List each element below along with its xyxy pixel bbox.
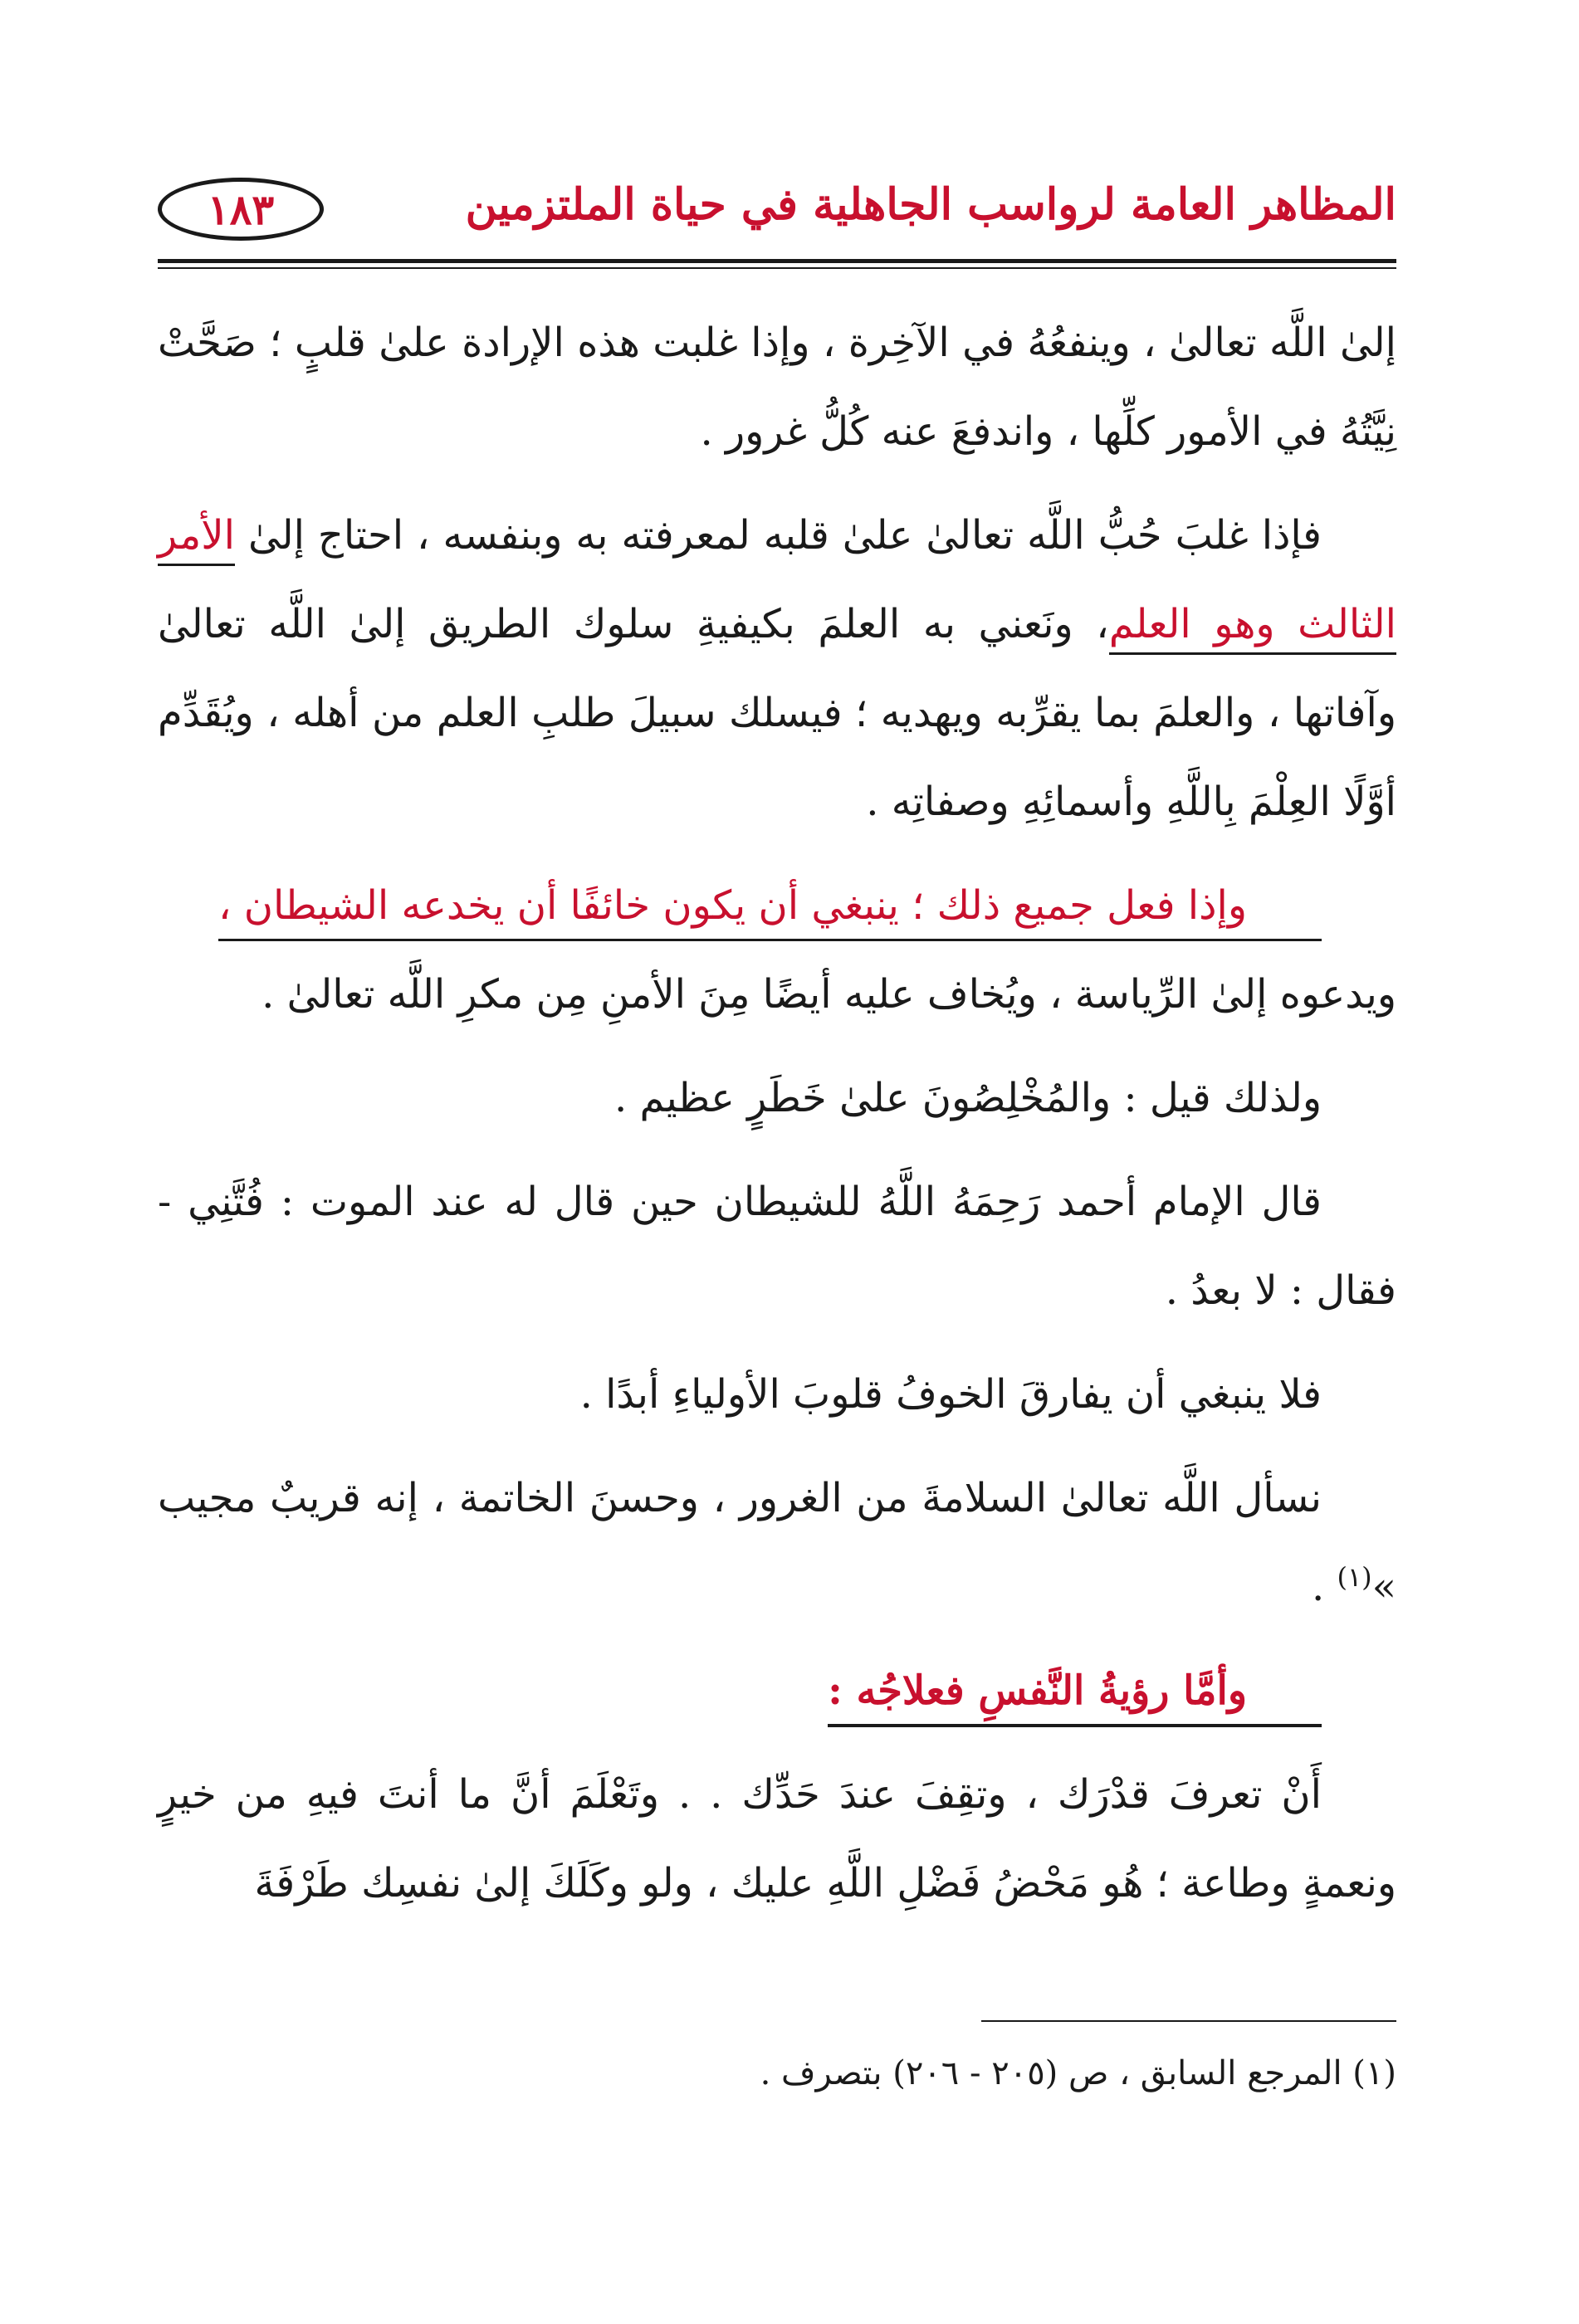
paragraph-7-text: نسأل اللَّه تعالىٰ السلامةَ من الغرور ، وحسنَ الخاتمة ، إنه قريبٌ مجيب »	[158, 1475, 1396, 1610]
paragraph-6	[158, 1350, 1396, 1439]
paragraph-3	[158, 862, 1396, 1039]
highlight-third-matter: الأمر الثالث وهو العلم	[158, 512, 1396, 655]
paragraph-6-text: فلا ينبغي أن يفارقَ الخوفُ قلوبَ الأولياءِ أبدًا .	[579, 1371, 1322, 1418]
highlight-satan-warning: وإذا فعل جميع ذلك ؛ ينبغي أن يكون خائفًا أن يخدعه الشيطان ،	[218, 876, 1322, 941]
paragraph-2	[158, 491, 1396, 847]
paragraph-8-text: أَنْ تعرفَ قدْرَك ، وتقِفَ عندَ حَدِّك . . وتَعْلَمَ أنَّ ما أنتَ فيهِ من خيرٍ ونعمةٍ وطاعة ؛ هُو مَحْضُ فَضْلِ اللَّهِ عليك ، ولو وكَلَكَ إلىٰ نفسِك طَرْفَةَ	[158, 1771, 1396, 1907]
paragraph-1	[158, 299, 1396, 476]
paragraph-1-text: إلىٰ اللَّه تعالىٰ ، وينفعُهُ في الآخِرة ، وإذا غلبت هذه الإرادة علىٰ قلبٍ ؛ صَحَّتْ نِيَّتُهُ في الأمور كلِّها ، واندفعَ عنه كُلُّ غرور .	[158, 320, 1396, 455]
paragraph-7	[158, 1454, 1396, 1632]
body-text	[158, 299, 1396, 1928]
footnote-separator	[981, 2020, 1396, 2022]
paragraph-3-text: ويدعوه إلىٰ الرِّياسة ، ويُخاف عليه أيضًا مِنَ الأمنِ مِن مكرِ اللَّه تعالىٰ .	[262, 971, 1396, 1018]
paragraph-4-text: ولذلك قيل : والمُخْلِصُونَ علىٰ خَطَرٍ عظيم .	[614, 1075, 1322, 1121]
footnote-reference[interactable]: (١)	[1337, 1561, 1372, 1593]
paragraph-2-text-a: فإذا غلبَ حُبُّ اللَّه تعالىٰ علىٰ قلبه لمعرفته به وبنفسه ، احتاج إلىٰ	[247, 512, 1322, 559]
footnote: (١) المرجع السابق ، ص (٢٠٥ - ٢٠٦) بتصرف .	[760, 2054, 1396, 2092]
paragraph-5	[158, 1158, 1396, 1335]
header-rule	[158, 259, 1396, 263]
header-rule-thin	[158, 267, 1396, 269]
paragraph-7-end: .	[1311, 1564, 1325, 1610]
paragraph-4	[158, 1054, 1396, 1143]
paragraph-8	[158, 1750, 1396, 1928]
section-heading: وأمَّا رؤيةُ النَّفسِ فعلاجُه :	[828, 1661, 1322, 1727]
section-heading-wrap	[158, 1647, 1396, 1736]
running-title: المظاهر العامة لرواسب الجاهلية في حياة الملتزمين	[465, 179, 1396, 230]
page-number: ١٨٣	[158, 178, 324, 241]
paragraph-2-text-b: ، ونَعني به العلمَ بكيفيةِ سلوك الطريق إلىٰ اللَّه تعالىٰ وآفاتها ، والعلمَ بما يقرِّبه ويهديه ؛ فيسلك سبيلَ طلبِ العلم من أهله ، ويُقَدِّم أوَّلًا العِلْمَ بِاللَّهِ وأسمائِهِ وصفاتِه .	[158, 601, 1396, 825]
page-header	[158, 163, 1396, 254]
paragraph-5-text: قال الإمام أحمد رَحِمَهُ اللَّهُ للشيطان حين قال له عند الموت : فُتَّنِي - فقال : لا بعدُ .	[158, 1179, 1396, 1314]
